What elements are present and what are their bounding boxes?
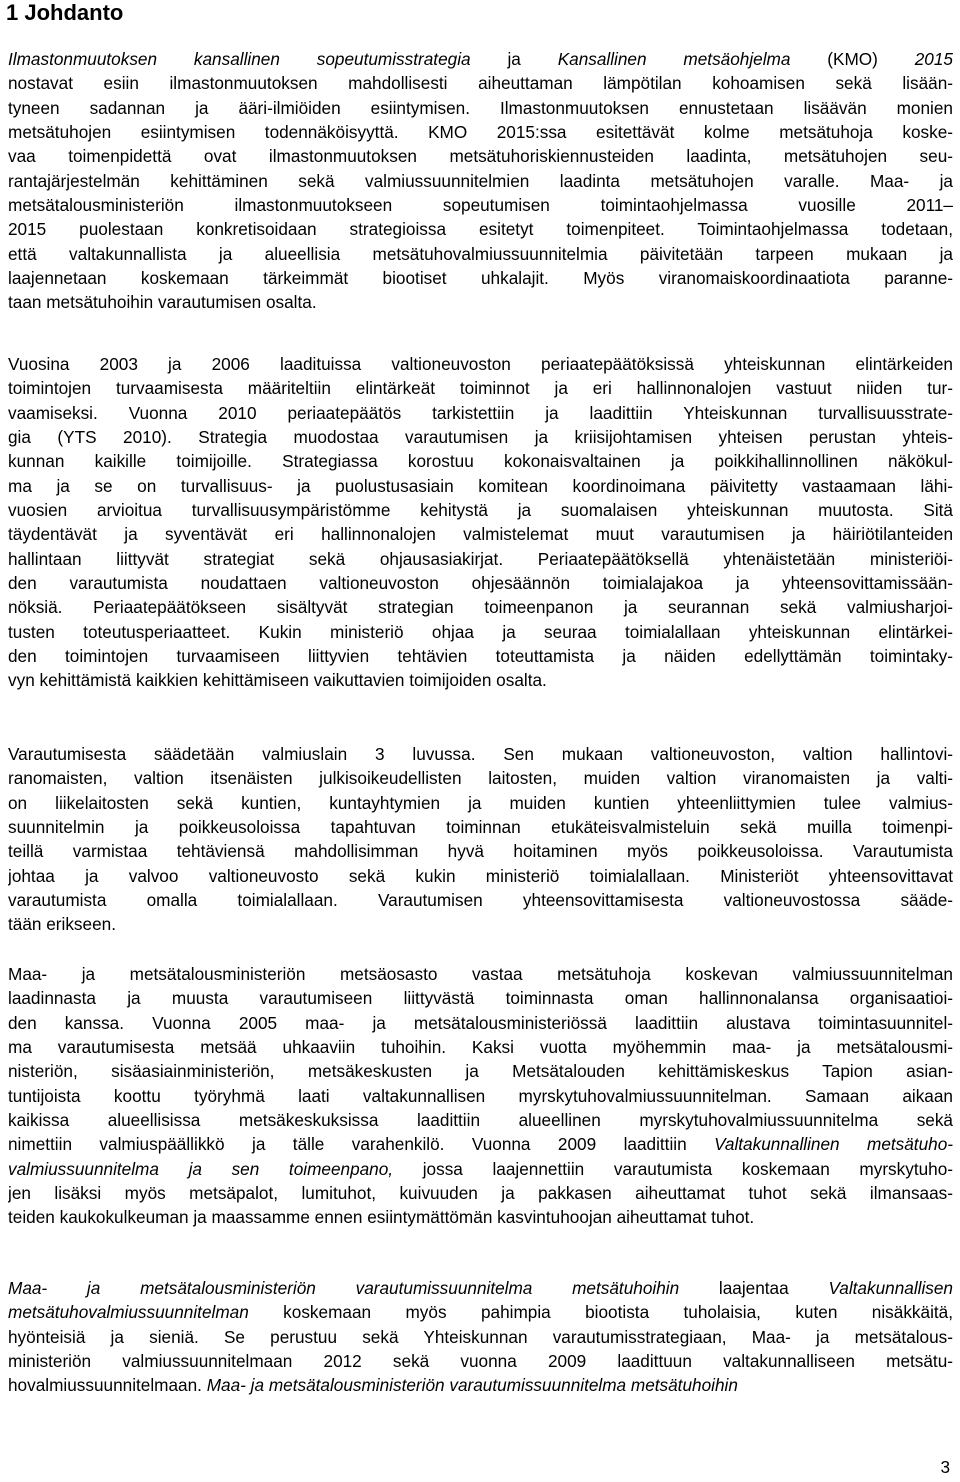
italic-text: valmiussuunnitelma ja sen toimeenpano, <box>8 1158 394 1179</box>
text-run: taan metsätuhoihin varautumisen osalta. <box>8 292 317 313</box>
text-line <box>8 71 953 95</box>
text-run: ja <box>470 49 558 69</box>
text-line <box>8 1035 953 1059</box>
text-run: (KMO) <box>790 49 915 69</box>
text-line <box>8 620 953 644</box>
text-run: hovalmiussuunnitelmaan. <box>8 1375 207 1396</box>
text-line <box>8 474 953 498</box>
text-run: johtaa ja valvoo valtioneuvosto sekä kukin ministeriö toimialallaan. Ministeriöt yhteensovittavat <box>8 865 953 886</box>
text-line <box>8 864 953 888</box>
text-run: ma ja se on turvallisuus- ja puolustusasiain komitean koordinoimana päivitetty vastaamaan lähi- <box>8 475 953 496</box>
text-line <box>8 547 953 571</box>
text-line <box>8 571 953 595</box>
text-line <box>8 668 953 692</box>
text-line <box>8 1084 953 1108</box>
text-run: den varautumista noudattaen valtioneuvoston ohjesäännön toimialajakoa ja yhteensovittamissään- <box>8 573 953 594</box>
text-line <box>8 242 953 266</box>
text-run: tusten toteutusperiaatteet. Kukin ministeriö ohjaa ja seuraa toimialallaan yhteiskunnan elintärkei- <box>8 621 953 642</box>
text-line <box>8 595 953 619</box>
italic-text: 2015 <box>914 49 953 69</box>
text-run: suunnitelmin ja poikkeusoloissa tapahtuvan toiminnan etukäteisvalmisteluin sekä muilla toimenpi- <box>8 817 953 838</box>
text-run: vyn kehittämistä kaikkien kehittämiseen vaikuttavien toimijoiden osalta. <box>8 670 547 691</box>
text-run: vaa toimenpidettä ovat ilmastonmuutoksen metsätuhoriskiennusteiden laadinta, metsätuhojen seu- <box>8 146 953 167</box>
text-line <box>8 1349 953 1373</box>
text-line <box>8 193 953 217</box>
text-line <box>8 498 953 522</box>
text-run: toimintojen turvaamisesta määriteltiin elintärkeät toiminnot ja eri hallinnonalojen vastuut niiden tur- <box>8 378 953 399</box>
text-line <box>8 1157 953 1181</box>
text-run: teiden kaukokulkeuman ja maassamme ennen esiintymättömän kasvintuhoojan aiheuttamat tuhot. <box>8 1207 755 1228</box>
text-run: nisteriön, sisäasiainministeriön, metsäkeskusten ja Metsätalouden kehittämiskeskus Tapion asian- <box>8 1061 953 1082</box>
text-line <box>8 376 953 400</box>
text-line <box>8 1108 953 1132</box>
text-line <box>8 791 953 815</box>
text-run: jen lisäksi myös metsäpalot, lumituhot, kuivuuden ja pakkasen aiheuttamat tuhot sekä ilmansaas- <box>8 1183 953 1204</box>
text-run: laajentaa <box>679 1278 829 1298</box>
text-run: nostavat esiin ilmastonmuutoksen mahdollisesti aiheuttaman lämpötilan kohoamisen sekä lisään- <box>8 73 953 94</box>
text-line <box>8 888 953 912</box>
text-run: nöksiä. Periaatepäätökseen sisältyvät strategian toimeenpanon ja seurannan sekä valmiusharjoi- <box>8 597 953 618</box>
text-run: den toimintojen turvaamiseen liittyvien tehtävien toteuttamista ja näiden edellyttämän toimintaky- <box>8 646 953 667</box>
text-line <box>8 120 953 144</box>
text-run: vaamiseksi. Vuonna 2010 periaatepäätös tarkistettiin ja laadittiin Yhteiskunnan turvallisuusstrate- <box>8 402 953 423</box>
paragraph <box>8 962 953 1230</box>
italic-text: Valtakunnallisen <box>828 1278 953 1298</box>
text-run: rantajärjestelmän kehittäminen sekä valmiussuunnitelmien laadinta metsätuhojen varalle. Maa- ja <box>8 170 953 191</box>
paragraph <box>8 1276 953 1398</box>
text-line <box>8 962 953 986</box>
text-run: on liikelaitosten sekä kuntien, kuntayhtymien ja muiden kuntien yhteenliittymien tulee valmius- <box>8 792 953 813</box>
text-line <box>8 766 953 790</box>
text-line <box>8 1181 953 1205</box>
text-run: tuntijoista koottu työryhmä laati valtakunnallisen myrskytuhovalmiussuunnitelman. Samaan aikaan <box>8 1085 953 1106</box>
paragraph <box>8 47 953 315</box>
text-line <box>8 742 953 766</box>
text-line <box>8 401 953 425</box>
text-run: den kanssa. Vuonna 2005 maa- ja metsätalousministeriössä laadittiin alustava toimintasuunnitel- <box>8 1012 953 1033</box>
text-run: kunnan kaikille toimijoille. Strategiassa korostuu kokonaisvaltainen ja poikkihallinnollinen näkökul- <box>8 451 953 472</box>
text-line <box>8 1205 953 1229</box>
paragraph <box>8 352 953 693</box>
text-run: gia (YTS 2010). Strategia muodostaa varautumisen ja kriisijohtamisen yhteisen perustan yhteis- <box>8 427 953 448</box>
text-line <box>8 217 953 241</box>
text-run: Vuosina 2003 ja 2006 laadituissa valtioneuvoston periaatepäätöksissä yhteiskunnan elintärkeiden <box>8 354 953 374</box>
text-run: teillä varmistaa tehtäviensä mahdollisimman hyvä hoitaminen myös poikkeusoloissa. Varautumista <box>8 841 953 862</box>
text-line <box>8 449 953 473</box>
text-line <box>8 1276 953 1300</box>
paragraph <box>8 742 953 937</box>
text-run: vuosien arvioitua turvallisuusympäristömme kehitystä ja suomalaisen yhteiskunnan muutosta. Sitä <box>8 500 953 521</box>
text-line <box>8 96 953 120</box>
text-run: ministeriön valmiussuunnitelmaan 2012 sekä vuonna 2009 laadittuun valtakunnalliseen metsätu- <box>8 1351 953 1372</box>
text-run: tyneen sadannan ja ääri-ilmiöiden esiintymisen. Ilmastonmuutoksen ennustetaan lisäävän monien <box>8 97 953 118</box>
text-line <box>8 352 953 376</box>
text-run: jossa laajennettiin varautumista koskemaan myrskytuho- <box>393 1158 953 1179</box>
text-line <box>8 644 953 668</box>
text-line <box>8 1011 953 1035</box>
text-run: Varautumisesta säädetään valmiuslain 3 luvussa. Sen mukaan valtioneuvoston, valtion hallintovi- <box>8 744 953 764</box>
page-number: 3 <box>940 1457 950 1477</box>
text-run: täydentävät ja syventävät eri hallinnonalojen valmistelemat muut varautumisen ja häiriötilanteiden <box>8 524 953 545</box>
italic-text: Valtakunnallinen metsätuho- <box>714 1134 953 1155</box>
text-line <box>8 47 953 71</box>
text-line <box>8 425 953 449</box>
text-line <box>8 169 953 193</box>
text-line <box>8 522 953 546</box>
text-line <box>8 986 953 1010</box>
text-line <box>8 1300 953 1324</box>
text-run: metsätuhojen esiintymisen todennäköisyyttä. KMO 2015:ssa esitettävät kolme metsätuhoja koske- <box>8 122 953 143</box>
text-run: laajennetaan koskemaan tärkeimmät biootiset uhkalajit. Myös viranomaiskoordinaatiota paranne- <box>8 268 953 289</box>
italic-text: Maa- ja metsätalousministeriön varautumissuunnitelma metsätuhoihin <box>8 1278 680 1298</box>
italic-text: Kansallinen metsäohjelma <box>557 49 791 69</box>
text-line <box>8 290 953 314</box>
text-line <box>8 144 953 168</box>
text-run: metsätalousministeriön ilmastonmuutokseen sopeutumisen toimintaohjelmassa vuosille 2011– <box>8 195 953 216</box>
text-run: kaikissa alueellisissa metsäkeskuksissa laadittiin alueellinen myrskytuhovalmiussuunnitelma sekä <box>8 1110 953 1131</box>
text-line <box>8 839 953 863</box>
text-line <box>8 815 953 839</box>
text-run: tään erikseen. <box>8 914 116 935</box>
text-line <box>8 266 953 290</box>
text-run: että valtakunnallista ja alueellisia metsätuhovalmiussuunnitelmia päivitetään tarpeen mukaan ja <box>8 243 953 264</box>
text-run: laadinnasta ja muusta varautumiseen liittyvästä toiminnasta oman hallinnonalansa organisaatioi- <box>8 988 953 1009</box>
italic-text: metsätuhovalmiussuunnitelman <box>8 1302 249 1323</box>
text-run: 2015 puolestaan konkretisoidaan strategioissa esitetyt toimenpiteet. Toimintaohjelmassa todetaan, <box>8 219 953 240</box>
text-line <box>8 1373 953 1397</box>
italic-text: Ilmastonmuutoksen kansallinen sopeutumisstrategia <box>8 49 471 69</box>
text-run: hyönteisiä ja sieniä. Se perustuu sekä Yhteiskunnan varautumisstrategiaan, Maa- ja metsätalous- <box>8 1326 953 1347</box>
text-run: hallintaan liittyvät strategiat sekä ohjausasiakirjat. Periaatepäätöksellä yhtenäistetään ministeriöi- <box>8 548 953 569</box>
text-run: Maa- ja metsätalousministeriön metsäosasto vastaa metsätuhoja koskevan valmiussuunnitelman <box>8 964 953 984</box>
section-heading: 1 Johdanto <box>6 0 124 25</box>
text-line <box>8 1325 953 1349</box>
italic-text: Maa- ja metsätalousministeriön varautumissuunnitelma metsätuhoihin <box>206 1375 738 1396</box>
text-run: koskemaan myös pahimpia biootista tuholaisia, kuten nisäkkäitä, <box>248 1302 953 1323</box>
text-run: varautumista omalla toimialallaan. Varautumisen yhteensovittamisesta valtioneuvostossa sääde- <box>8 890 953 911</box>
text-line <box>8 1059 953 1083</box>
text-run: nimettiin valmiuspäällikkö ja tälle varahenkilö. Vuonna 2009 laadittiin <box>8 1134 715 1155</box>
text-line <box>8 1132 953 1156</box>
text-run: ma varautumisesta metsää uhkaaviin tuhoihin. Kaksi vuotta myöhemmin maa- ja metsätalousmi- <box>8 1037 953 1058</box>
text-line <box>8 912 953 936</box>
text-run: ranomaisten, valtion itsenäisten julkisoikeudellisten laitosten, muiden valtion viranomaisten ja valti- <box>8 768 953 789</box>
